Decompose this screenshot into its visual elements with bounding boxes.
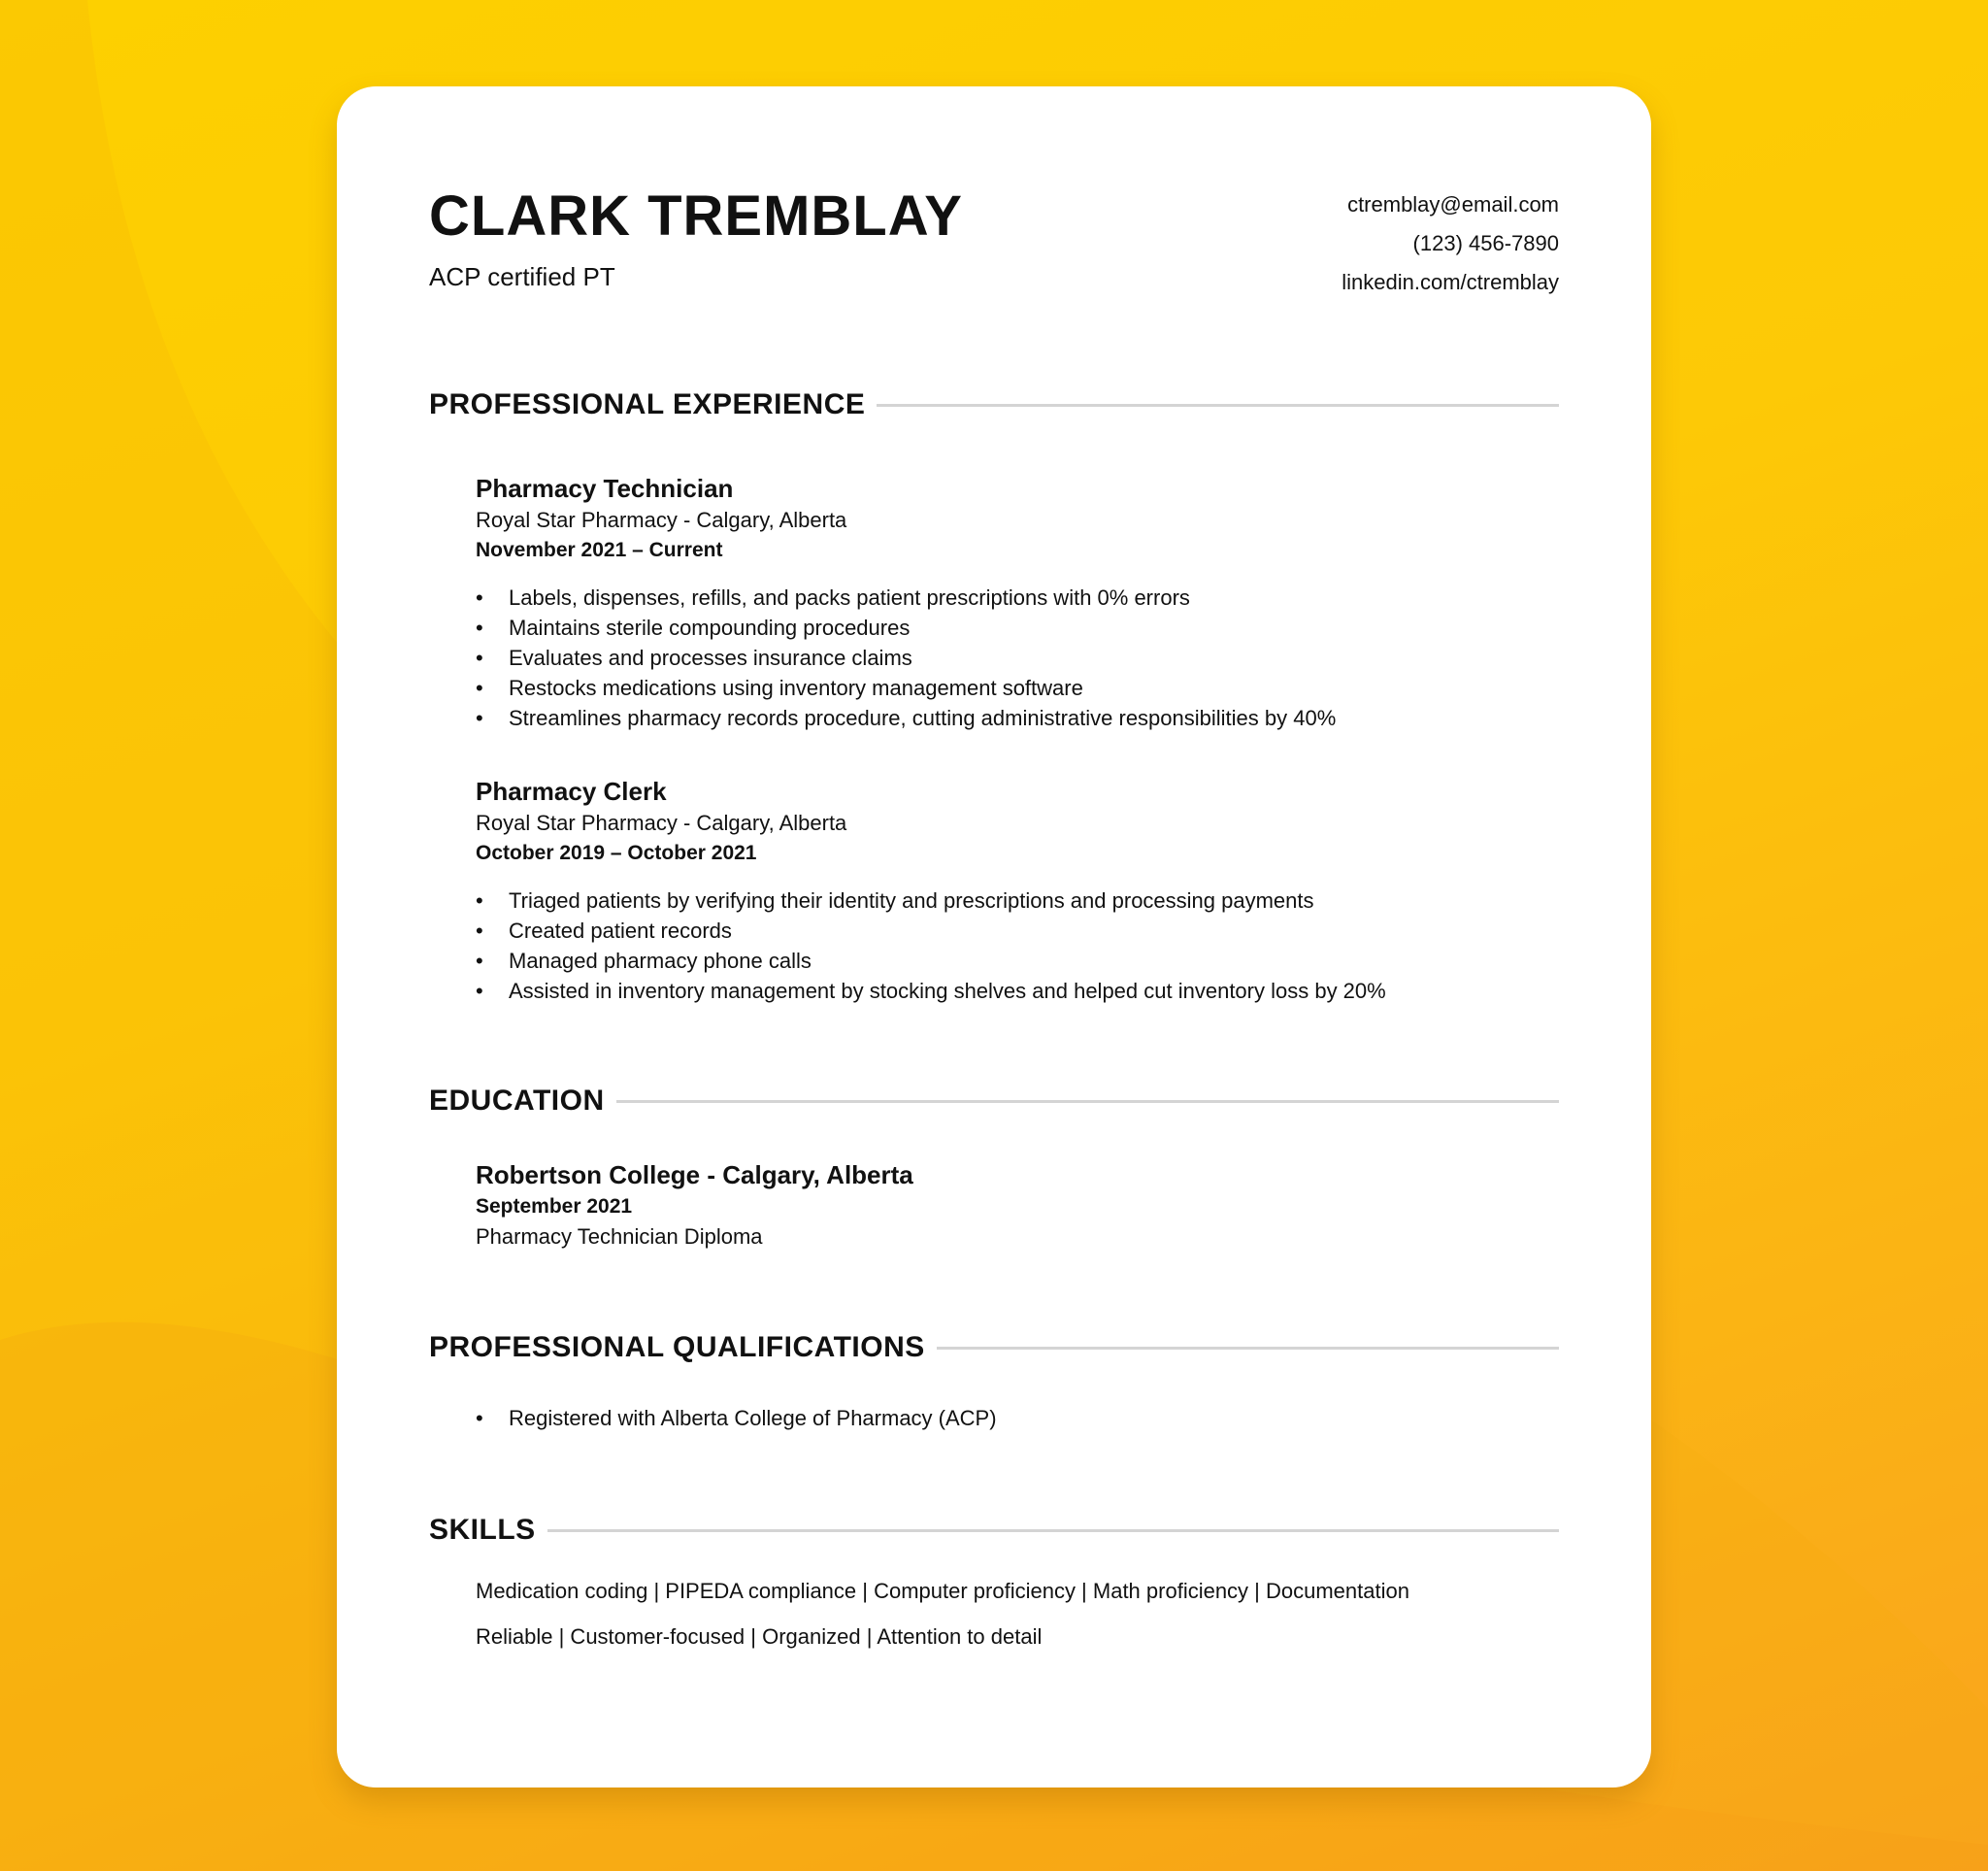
list-item: • Assisted in inventory management by stocking shelves and helped cut inventory loss by 20% bbox=[476, 976, 1559, 1006]
section-divider bbox=[547, 1529, 1559, 1532]
job-duties bbox=[476, 885, 1559, 1006]
qualifications-section-title: PROFESSIONAL QUALIFICATIONS bbox=[429, 1331, 925, 1363]
qualifications-list bbox=[476, 1403, 1559, 1433]
education-entry bbox=[476, 1158, 1559, 1252]
list-item: • Maintains sterile compounding procedures bbox=[476, 613, 1559, 643]
qualification-items bbox=[476, 1403, 1559, 1433]
job-entry bbox=[476, 472, 1559, 733]
job-duties bbox=[476, 583, 1559, 733]
section-divider bbox=[937, 1347, 1559, 1350]
job-employer: Royal Star Pharmacy - Calgary, Alberta bbox=[476, 508, 847, 532]
contact-linkedin[interactable]: linkedin.com/ctremblay bbox=[1342, 270, 1559, 294]
job-dates: October 2019 – October 2021 bbox=[476, 842, 757, 864]
job-title: Pharmacy Technician bbox=[476, 474, 734, 503]
contact-email[interactable]: ctremblay@email.com bbox=[1347, 192, 1559, 217]
list-item: • Created patient records bbox=[476, 916, 1559, 946]
school-name: Robertson College - Calgary, Alberta bbox=[476, 1160, 913, 1189]
list-item: • Restocks medications using inventory management software bbox=[476, 673, 1559, 703]
experience-section-header bbox=[429, 388, 1559, 421]
education-program: Pharmacy Technician Diploma bbox=[476, 1224, 763, 1249]
skills-line-hard: Medication coding | PIPEDA compliance | Computer proficiency | Math proficiency | Documentation bbox=[476, 1579, 1409, 1603]
candidate-name: CLARK TREMBLAY bbox=[429, 184, 963, 248]
skills-section-title: SKILLS bbox=[429, 1514, 536, 1546]
skills-line-soft: Reliable | Customer-focused | Organized | Attention to detail bbox=[476, 1624, 1043, 1649]
contact-phone[interactable]: (123) 456-7890 bbox=[1412, 231, 1559, 255]
qualifications-section-header bbox=[429, 1331, 1559, 1364]
resume-header bbox=[429, 184, 963, 292]
list-item: • Triaged patients by verifying their identity and prescriptions and processing payments bbox=[476, 885, 1559, 916]
skills-list bbox=[476, 1568, 1559, 1659]
resume-card bbox=[337, 86, 1651, 1787]
job-entry bbox=[476, 775, 1559, 1006]
job-title: Pharmacy Clerk bbox=[476, 777, 667, 806]
experience-section-title: PROFESSIONAL EXPERIENCE bbox=[429, 388, 866, 420]
list-item: • Managed pharmacy phone calls bbox=[476, 946, 1559, 976]
job-dates: November 2021 – Current bbox=[476, 539, 723, 561]
list-item: • Labels, dispenses, refills, and packs patient prescriptions with 0% errors bbox=[476, 583, 1559, 613]
candidate-subtitle: ACP certified PT bbox=[429, 262, 615, 291]
education-section-title: EDUCATION bbox=[429, 1085, 605, 1117]
section-divider bbox=[877, 404, 1559, 407]
education-date: September 2021 bbox=[476, 1195, 633, 1218]
job-employer: Royal Star Pharmacy - Calgary, Alberta bbox=[476, 811, 847, 835]
skills-section-header bbox=[429, 1514, 1559, 1547]
list-item: • Streamlines pharmacy records procedure, cutting administrative responsibilities by 40% bbox=[476, 703, 1559, 733]
contact-block bbox=[1342, 185, 1559, 302]
section-divider bbox=[616, 1100, 1559, 1103]
education-section-header bbox=[429, 1085, 1559, 1118]
list-item: • Registered with Alberta College of Pharmacy (ACP) bbox=[476, 1403, 1559, 1433]
list-item: • Evaluates and processes insurance claims bbox=[476, 643, 1559, 673]
